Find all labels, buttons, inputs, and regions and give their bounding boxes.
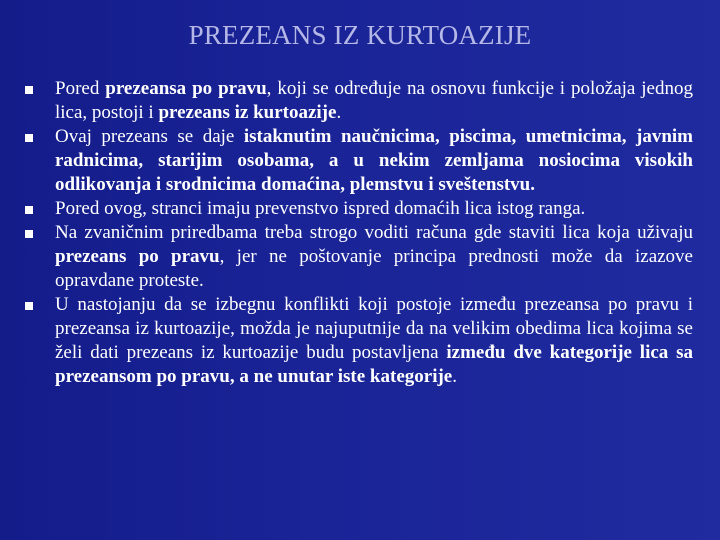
text-segment: Na zvaničnim priredbama treba strogo voditi računa gde staviti lica koja uživaju: [55, 222, 693, 243]
bullet-list: [0, 77, 720, 389]
slide-title: PREZEANS IZ KURTOAZIJE: [188, 20, 532, 50]
text-segment: Pored: [55, 78, 106, 99]
text-segment: .: [336, 102, 342, 123]
text-segment: , koji se određuje na osnovu funkcije i položaja jednog lica, postoji i: [55, 78, 693, 123]
text-segment: Pored ovog, stranci imaju prevenstvo ispred domaćih lica istog ranga.: [55, 198, 586, 219]
bullet-text: [55, 78, 693, 123]
square-bullet-icon: [25, 230, 33, 238]
square-bullet-icon: [25, 206, 33, 214]
bullet-text: [55, 294, 693, 387]
bold-text-segment: istaknutim naučnicima, piscima, umetnicima, javnim radnicima, starijim osobama, a u nekim zemljama nosiocima visokih odlikovanja i srodnicima domaćina, plemstvu i sveštenstvu.: [55, 126, 694, 195]
bullet-item: [55, 221, 693, 293]
text-segment: Ovaj prezeans se daje: [55, 126, 244, 147]
square-bullet-icon: [25, 302, 33, 310]
text-segment: .: [452, 366, 457, 387]
text-segment: , jer ne poštovanje principa prednosti može da izazove opravdane proteste.: [55, 246, 693, 291]
bold-text-segment: između dve kategorije lica sa prezeansom po pravu, a ne unutar iste kategorije: [55, 342, 693, 387]
square-bullet-icon: [25, 134, 33, 142]
bullet-item: [55, 293, 693, 389]
bold-text-segment: prezeans iz kurtoazije: [158, 102, 337, 123]
bullet-text: [55, 126, 693, 195]
bold-text-segment: prezeansa po pravu: [105, 78, 267, 99]
text-segment: U nastojanju da se izbegnu konflikti koji postoje između prezeansa po pravu i prezeansa iz kurtoazije, možda je najuputnije da na velikim obedima lica kojima se želi dati prezeans iz kurtoazije budu postavljena: [55, 294, 693, 363]
bullet-item: [55, 197, 693, 221]
square-bullet-icon: [25, 86, 33, 94]
bullet-item: [55, 125, 693, 197]
bullet-text: [55, 198, 585, 219]
bullet-text: [55, 222, 693, 291]
bold-text-segment: prezeans po pravu: [55, 246, 220, 267]
bullet-item: [55, 77, 693, 125]
